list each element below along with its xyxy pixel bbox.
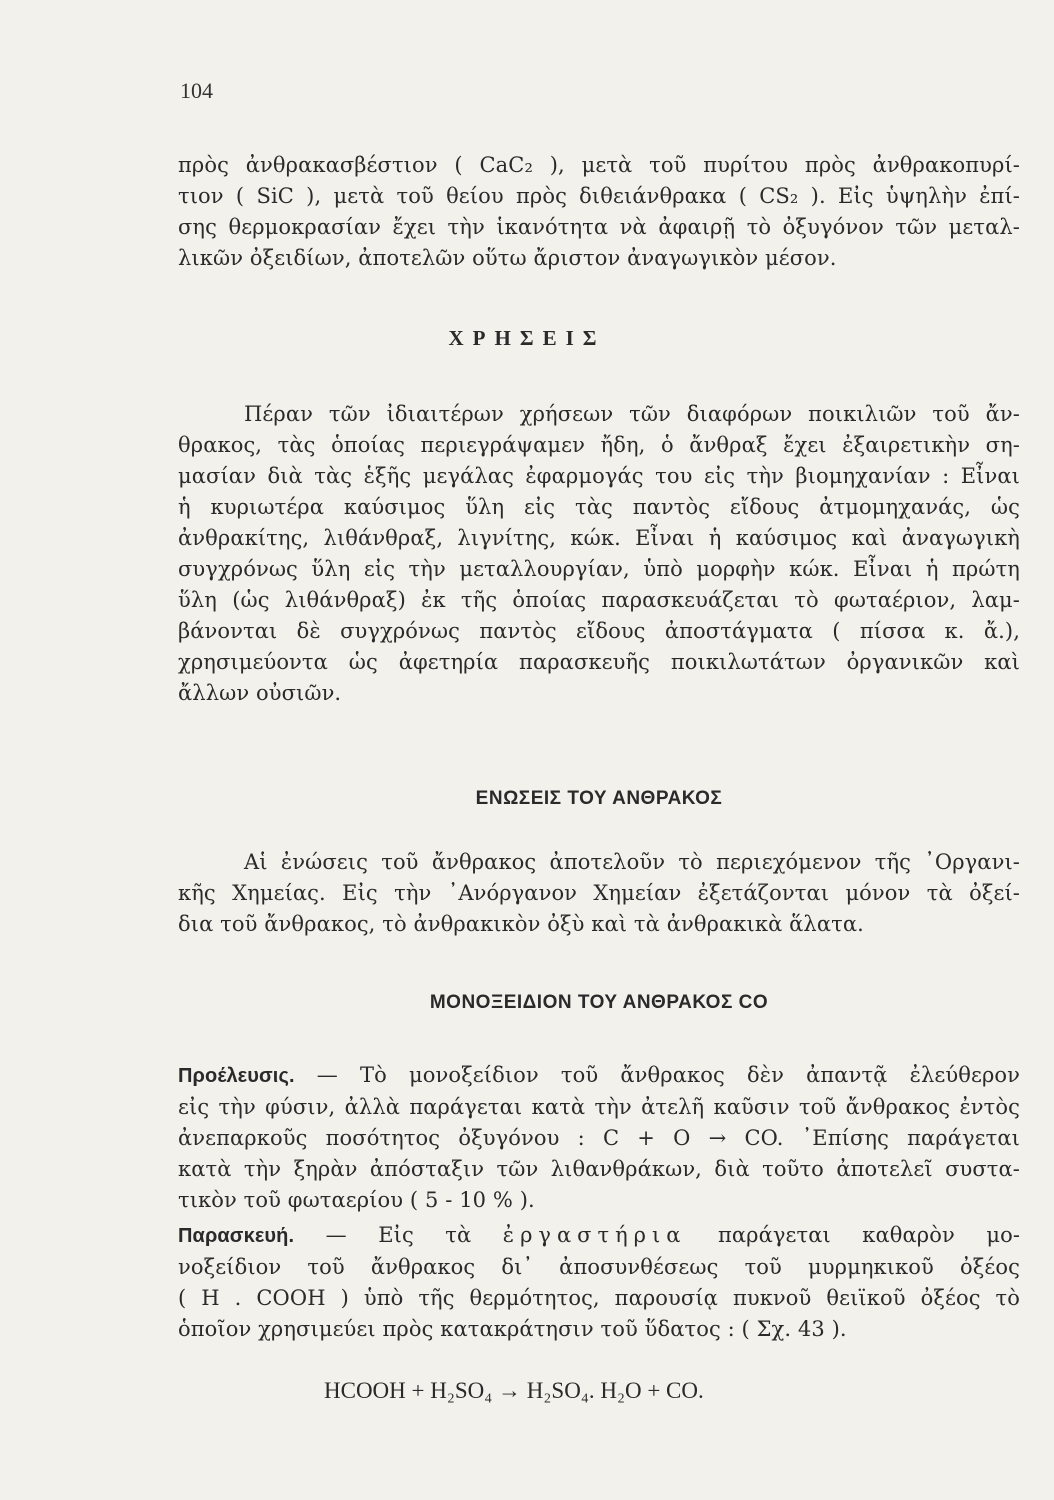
text-line: ἀνθρακίτης, λιθάνθραξ, λιγνίτης, κώκ. Εἶναι ἡ καύσιμος καὶ ἀναγωγικὴ [178,526,1020,550]
text-line: ἄλλων οὐσιῶν. [178,681,342,705]
text-line: κατὰ τὴν ξηρὰν ἀπόσταξιν τῶν λιθανθράκων, διὰ τοῦτο ἀποτελεῖ συστα- [178,1157,1020,1181]
text-line: Αἱ ἐνώσεις τοῦ ἄνθρακος ἀποτελοῦν τὸ περιεχόμενον τῆς ᾿Οργανι- [244,850,1020,874]
text-line: ( Η . COOH ) ὑπὸ τῆς θερμότητος, παρουσίᾳ πυκνοῦ θειϊκοῦ ὀξέος τὸ [178,1286,1020,1310]
text-line: σης θερμοκρασίαν ἔχει τὴν ἱκανότητα νὰ ἀφαιρῇ τὸ ὀξυγόνον τῶν μεταλ- [178,215,1020,239]
text-line: νοξείδιον τοῦ ἄνθρακος δι᾿ ἀποσυνθέσεως τοῦ μυρμηκικοῦ ὀξέος [178,1255,1020,1279]
text-line: ὁποῖον χρησιμεύει πρὸς κατακράτησιν τοῦ ὕδατος : ( Σχ. 43 ). [178,1317,847,1341]
chemical-formula: HCOOH + H₂SO₄ → H₂SO₄. H₂O + CO. [324,1378,704,1403]
text-line: λικῶν ὀξειδίων, ἀποτελῶν οὕτω ἄριστον ἀναγωγικὸν μέσον. [178,246,837,270]
text-line [178,1060,1020,1092]
compounds-paragraph [178,847,1020,940]
preparation-intro-end: παράγεται καθαρὸν μο- [717,1223,1021,1247]
monoxide-heading: ΜΟΝΟΞΕΙΔΙΟΝ ΤΟΥ ΑΝΘΡΑΚΟΣ CO [429,992,769,1013]
preparation-paragraph [178,1220,1020,1345]
origin-first-line: — Τὸ μονοξείδιον τοῦ ἄνθρακος δὲν ἀπαντᾷ ἐλεύθερον [316,1063,1021,1087]
text-line: εἰς τὴν φύσιν, ἀλλὰ παράγεται κατὰ τὴν ἀτελῆ καῦσιν τοῦ ἄνθρακος ἐντὸς [178,1095,1020,1119]
text-line: Πέραν τῶν ἰδιαιτέρων χρήσεων τῶν διαφόρων ποικιλιῶν τοῦ ἄν- [244,402,1020,426]
text-line: ὕλη (ὡς λιθάνθραξ) ἐκ τῆς ὁποίας παρασκευάζεται τὸ φωταέριον, λαμ- [178,588,1020,612]
origin-paragraph [178,1060,1020,1216]
intro-paragraph [178,150,1020,274]
text-line: χρησιμεύοντα ὡς ἀφετηρία παρασκευῆς ποικιλωτάτων ὀργανικῶν καὶ [178,650,1020,674]
text-line: βάνονται δὲ συγχρόνως παντὸς εἴδους ἀποστάγματα ( πίσσα κ. ἄ.), [178,619,1020,643]
page-number: 104 [180,78,213,103]
text-line: μασίαν διὰ τὰς ἑξῆς μεγάλας ἐφαρμογάς του εἰς τὴν βιομηχανίαν : Εἶναι [178,464,1020,488]
text-line: τιον ( SiC ), μετὰ τοῦ θείου πρὸς διθειάνθρακα ( CS₂ ). Εἰς ὑψηλὴν ἐπί- [178,184,1020,208]
text-line: ἀνεπαρκοῦς ποσότητος ὀξυγόνου : C + O → CO. ᾿Επίσης παράγεται [178,1126,1020,1150]
text-line: συγχρόνως ὕλη εἰς τὴν μεταλλουργίαν, ὑπὸ μορφὴν κώκ. Εἶναι ἡ πρώτη [178,557,1020,581]
text-line: κῆς Χημείας. Εἰς τὴν ᾿Ανόργανον Χημείαν ἐξετάζονται μόνον τὰ ὀξεί- [178,881,1020,905]
uses-paragraph [178,399,1020,709]
text-line: τικὸν τοῦ φωταερίου ( 5 - 10 % ). [178,1188,535,1212]
text-line [178,1220,1020,1252]
text-line: πρὸς ἀνθρακασβέστιον ( CaC₂ ), μετὰ τοῦ πυρίτου πρὸς ἀνθρακοπυρί- [178,153,1020,177]
text-line: θρακος, τὰς ὁποίας περιεγράψαμεν ἤδη, ὁ ἄνθραξ ἔχει ἐξαιρετικὴν ση- [178,433,1020,457]
origin-lead: Προέλευσις. [178,1065,295,1087]
preparation-lead: Παρασκευή. [178,1225,295,1247]
preparation-intro: — Εἰς τὰ [325,1223,472,1247]
spaced-word: ἐργαστήρια [502,1223,687,1247]
text-line: δια τοῦ ἄνθρακος, τὸ ἀνθρακικὸν ὀξὺ καὶ τὰ ἀνθρακικὰ ἅλατα. [178,912,864,936]
compounds-heading: ΕΝΩΣΕΙΣ ΤΟΥ ΑΝΘΡΑΚΟΣ [475,788,723,809]
text-line: ἡ κυριωτέρα καύσιμος ὕλη εἰς τὰς παντὸς εἴδους ἀτμομηχανάς, ὡς [178,495,1020,519]
uses-heading: ΧΡΗΣΕΙΣ [448,326,606,350]
